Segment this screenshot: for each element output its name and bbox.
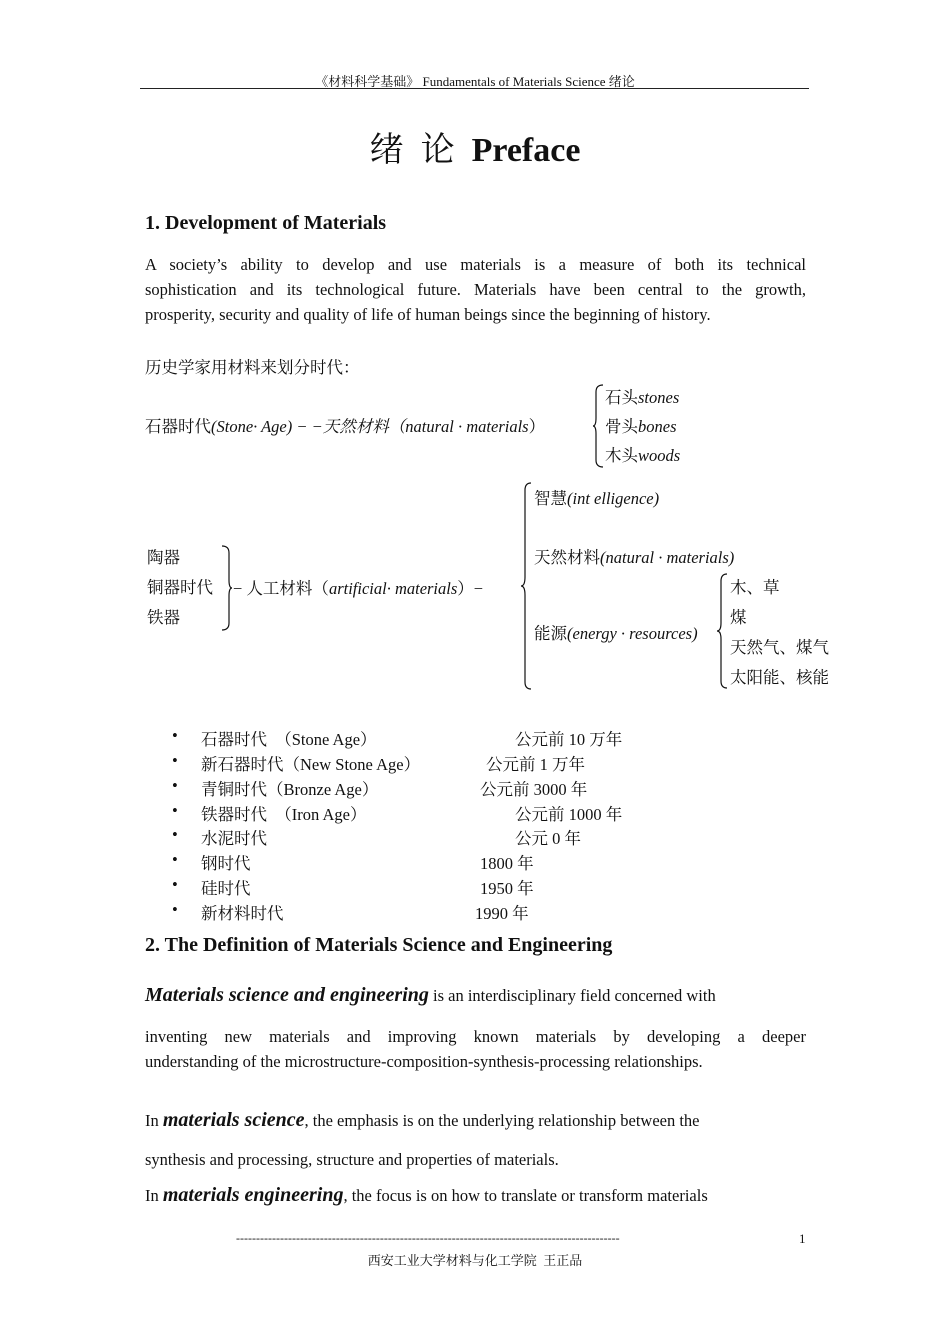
materials-engineering-line xyxy=(145,1184,708,1207)
item-cn: 骨头 xyxy=(605,417,638,436)
stone-age-cn: 石器时代 xyxy=(145,417,211,436)
bullet-marker: • xyxy=(172,850,178,869)
middle-prefix: − 人工材料（ xyxy=(233,579,329,598)
para-line: A society’s ability to develop and use materials is a measure of both its technical xyxy=(145,255,806,274)
diagram2-left-item: 铁器 xyxy=(147,608,180,627)
item-en: stones xyxy=(638,388,680,407)
timeline-date: 公元前 1 万年 xyxy=(486,755,585,774)
section-1-paragraph xyxy=(145,252,806,327)
energy-item xyxy=(534,620,698,644)
definition-paragraph xyxy=(145,1024,806,1074)
energy-cn: 能源 xyxy=(534,624,567,643)
page-title xyxy=(0,122,950,171)
energy-sub-item: 太阳能、核能 xyxy=(730,668,829,687)
header-rule xyxy=(140,88,809,89)
energy-sub-item: 煤 xyxy=(730,608,747,627)
energy-sub-item: 木、草 xyxy=(730,578,780,597)
middle-suffix: ）− xyxy=(457,579,484,598)
timeline-date: 1950 年 xyxy=(480,879,534,898)
running-header: 《材料科学基础》 Fundamentals of Materials Science 绪论 xyxy=(315,74,635,89)
item-en: woods xyxy=(638,446,681,465)
timeline-name: 石器时代 （Stone Age） xyxy=(201,730,377,749)
timeline-date: 公元前 10 万年 xyxy=(515,730,623,749)
bullet-marker: • xyxy=(172,875,178,894)
bullet-marker: • xyxy=(172,801,178,820)
natural-cn: 天然材料 xyxy=(534,548,600,567)
materials-science-term: materials science xyxy=(162,1109,305,1131)
bullet-marker: • xyxy=(172,825,178,844)
timeline-name: 铁器时代 （Iron Age） xyxy=(201,805,367,824)
natural-en: (natural · materials) xyxy=(600,548,735,567)
timeline-date: 1990 年 xyxy=(475,904,529,923)
artificial-materials: artificial· materials xyxy=(328,579,458,598)
science-line-2: synthesis and processing, structure and properties of materials. xyxy=(145,1150,559,1169)
section-2-heading: 2. The Definition of Materials Science and Engineering xyxy=(145,934,613,956)
artificial-materials-label xyxy=(233,575,483,599)
title-chinese: 绪 论 xyxy=(369,132,455,169)
energy-sub-item: 天然气、煤气 xyxy=(730,638,829,657)
brace-2-right xyxy=(520,482,532,690)
timeline-name: 水泥时代 xyxy=(201,829,267,848)
natural-item xyxy=(534,544,734,568)
science-rest: , the emphasis is on the underlying relationship between the xyxy=(304,1111,700,1130)
timeline-date: 公元 0 年 xyxy=(515,829,581,848)
diagram1-item xyxy=(605,413,677,437)
diagram1-item xyxy=(605,384,679,408)
timeline-name: 硅时代 xyxy=(201,879,251,898)
intelligence-cn: 智慧 xyxy=(534,489,567,508)
in-word: In xyxy=(145,1111,163,1130)
intelligence-item xyxy=(534,485,659,509)
page-number: 1 xyxy=(799,1231,806,1246)
in-word: In xyxy=(145,1186,163,1205)
engineering-rest: , the focus is on how to translate or transform materials xyxy=(343,1186,708,1205)
brace-2-left xyxy=(221,545,233,631)
bullet-marker: • xyxy=(172,726,178,745)
item-cn: 木头 xyxy=(605,446,638,465)
timeline-date: 1800 年 xyxy=(480,854,534,873)
intelligence-en: (int elligence) xyxy=(567,489,660,508)
title-english: Preface xyxy=(471,132,581,169)
natural-materials: natural · materials xyxy=(405,417,529,436)
para-line: inventing new materials and improving known materials by developing a deeper xyxy=(145,1027,806,1046)
timeline-name: 新石器时代（New Stone Age） xyxy=(201,755,421,774)
definition-line-1 xyxy=(145,984,806,1007)
brace-1 xyxy=(592,384,604,468)
historians-line: 历史学家用材料来划分时代： xyxy=(145,358,360,377)
mse-term: Materials science and engineering xyxy=(145,984,429,1006)
bullet-marker: • xyxy=(172,776,178,795)
section-1-heading: 1. Development of Materials xyxy=(145,212,387,234)
diagram1-item xyxy=(605,442,680,466)
timeline-name: 钢时代 xyxy=(201,854,251,873)
para-line: prosperity, security and quality of life of human beings since the beginning of history. xyxy=(145,305,711,324)
energy-en: (energy · resources) xyxy=(567,624,698,643)
footer-divider: ------------------------------------------------------------------------------------------------ xyxy=(236,1231,620,1245)
diagram2-left-item: 铜器时代 xyxy=(147,578,213,597)
timeline-date: 公元前 3000 年 xyxy=(480,780,588,799)
stone-age-en: (Stone· Age) − −天然材料（ xyxy=(211,417,406,436)
materials-science-line xyxy=(145,1109,700,1132)
para-line: sophistication and its technological future. Materials have been central to the growth, xyxy=(145,280,806,299)
diagram1-left xyxy=(145,413,545,437)
timeline-name: 青铜时代（Bronze Age） xyxy=(201,780,379,799)
bullet-marker: • xyxy=(172,900,178,919)
definition-rest: is an interdisciplinary field concerned with xyxy=(428,986,716,1005)
materials-engineering-term: materials engineering xyxy=(162,1184,344,1206)
timeline-date: 公元前 1000 年 xyxy=(515,805,623,824)
para-line: understanding of the microstructure-composition-synthesis-processing relationships. xyxy=(145,1052,703,1071)
footer-institution: 西安工业大学材料与化工学院 王正品 xyxy=(367,1253,583,1268)
diagram2-left-item: 陶器 xyxy=(147,548,180,567)
item-cn: 石头 xyxy=(605,388,638,407)
item-en: bones xyxy=(638,417,677,436)
bullet-marker: • xyxy=(172,751,178,770)
timeline-name: 新材料时代 xyxy=(201,904,284,923)
brace-energy xyxy=(716,573,728,689)
close-paren: ） xyxy=(528,417,546,436)
